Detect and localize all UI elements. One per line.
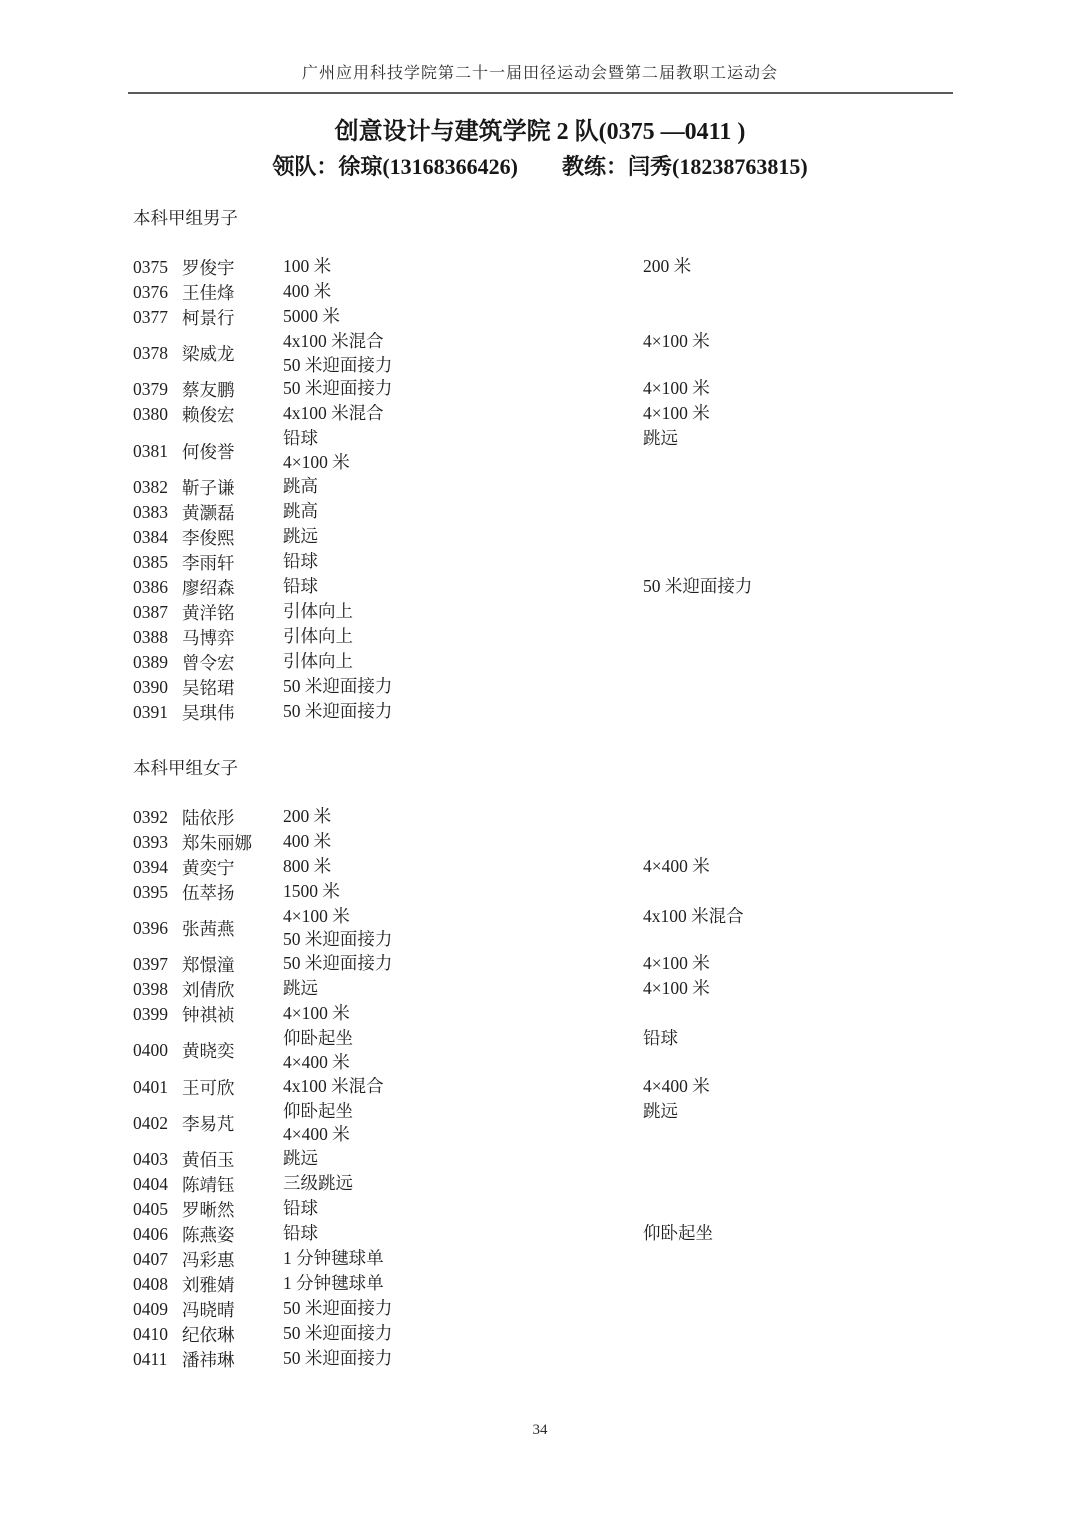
event-label: 铅球 bbox=[283, 1197, 318, 1218]
athlete-name: 郑朱丽娜 bbox=[182, 832, 252, 853]
athlete-name: 吴铭珺 bbox=[182, 677, 235, 698]
athlete-events-primary bbox=[283, 1247, 643, 1272]
athlete-number: 0403 bbox=[133, 1148, 168, 1169]
athlete-events-primary bbox=[283, 650, 643, 675]
athlete-number: 0399 bbox=[133, 1004, 168, 1025]
athlete-events-secondary bbox=[643, 1147, 947, 1172]
athlete-events-secondary bbox=[643, 830, 947, 855]
event-label: 50 米迎面接力 bbox=[283, 1322, 393, 1343]
athlete-events-primary bbox=[283, 330, 643, 377]
athlete-name: 黄晓奕 bbox=[182, 1041, 235, 1062]
athlete-row bbox=[133, 1347, 947, 1372]
event-label: 5000 米 bbox=[283, 306, 340, 326]
event-label: 引体向上 bbox=[283, 625, 353, 646]
athlete-name: 罗晰然 bbox=[182, 1199, 235, 1220]
athlete-number: 0388 bbox=[133, 626, 168, 647]
event-label: 4×100 米 bbox=[643, 403, 710, 424]
athlete-number: 0386 bbox=[133, 576, 168, 597]
event-label: 跳远 bbox=[283, 525, 318, 546]
athlete-number: 0380 bbox=[133, 404, 168, 425]
athlete-events-primary bbox=[283, 675, 643, 700]
athlete-name: 陈靖钰 bbox=[182, 1174, 235, 1195]
event-label: 50 米迎面接力 bbox=[283, 1347, 393, 1368]
athlete-name: 张茜燕 bbox=[182, 918, 235, 939]
athlete-number: 0383 bbox=[133, 501, 168, 522]
athlete-row bbox=[133, 500, 947, 525]
event-label: 4x100 米混合 bbox=[283, 1075, 384, 1096]
athlete-row bbox=[133, 600, 947, 625]
page-number: 34 bbox=[532, 1422, 548, 1438]
athlete-events-secondary bbox=[643, 500, 947, 525]
athlete-name: 蔡友鹏 bbox=[182, 380, 235, 401]
athlete-events-primary bbox=[283, 550, 643, 575]
athlete-events-secondary bbox=[643, 1297, 947, 1322]
athlete-row bbox=[133, 1222, 947, 1247]
team-staff-line bbox=[133, 150, 947, 181]
event-label: 跳远 bbox=[643, 1100, 678, 1121]
athlete-row bbox=[133, 575, 947, 600]
athlete-row bbox=[133, 475, 947, 500]
athlete-events-secondary bbox=[643, 700, 947, 725]
athlete-events-primary bbox=[283, 700, 643, 725]
athlete-name: 马博弈 bbox=[182, 627, 235, 648]
athlete-row bbox=[133, 402, 947, 427]
athlete-number: 0376 bbox=[133, 282, 168, 302]
event-label: 4×400 米 bbox=[283, 1124, 350, 1145]
athlete-row bbox=[133, 1027, 947, 1074]
athlete-number: 0387 bbox=[133, 601, 168, 622]
event-label: 4×100 米 bbox=[643, 378, 710, 399]
athlete-events-secondary bbox=[643, 330, 947, 377]
athlete-row bbox=[133, 855, 947, 880]
athlete-events-secondary bbox=[643, 650, 947, 675]
athlete-number: 0379 bbox=[133, 379, 168, 400]
athlete-events-secondary bbox=[643, 575, 947, 600]
event-label: 铅球 bbox=[643, 1028, 678, 1049]
event-label: 200 米 bbox=[283, 805, 332, 826]
athlete-events-secondary bbox=[643, 402, 947, 427]
athlete-name: 伍萃扬 bbox=[182, 882, 235, 903]
athlete-number: 0395 bbox=[133, 881, 168, 902]
event-label: 引体向上 bbox=[283, 650, 353, 671]
event-label: 400 米 bbox=[283, 281, 332, 301]
event-label: 1 分钟毽球单 bbox=[283, 1247, 384, 1268]
athlete-events-secondary bbox=[643, 805, 947, 830]
athlete-events-secondary bbox=[643, 675, 947, 700]
athlete-events-primary bbox=[283, 625, 643, 650]
athlete-events-secondary bbox=[643, 600, 947, 625]
athlete-row bbox=[133, 905, 947, 952]
event-label: 跳远 bbox=[643, 428, 678, 449]
roster-section bbox=[133, 755, 947, 1372]
athlete-events-primary bbox=[283, 377, 643, 402]
athlete-events-primary bbox=[283, 475, 643, 500]
athlete-row bbox=[133, 805, 947, 830]
athlete-events-primary bbox=[283, 977, 643, 1002]
event-label: 4×100 米 bbox=[283, 1003, 350, 1024]
athlete-events-secondary bbox=[643, 1075, 947, 1100]
athlete-number: 0410 bbox=[133, 1323, 168, 1344]
athlete-number: 0397 bbox=[133, 954, 168, 975]
roster-section bbox=[133, 205, 947, 725]
athlete-row bbox=[133, 700, 947, 725]
athlete-row bbox=[133, 305, 947, 330]
athlete-events-primary bbox=[283, 830, 643, 855]
athlete-events-primary bbox=[283, 305, 643, 330]
event-label: 跳高 bbox=[283, 500, 318, 521]
athlete-row bbox=[133, 1002, 947, 1027]
event-label: 三级跳远 bbox=[283, 1172, 353, 1193]
athlete-events-primary bbox=[283, 1172, 643, 1197]
athlete-name: 钟祺祯 bbox=[182, 1005, 235, 1026]
athlete-name: 李俊熙 bbox=[182, 527, 235, 548]
event-label: 4×400 米 bbox=[283, 1051, 350, 1072]
athlete-number: 0400 bbox=[133, 1040, 168, 1061]
event-label: 跳高 bbox=[283, 475, 318, 496]
athlete-row bbox=[133, 977, 947, 1002]
athlete-number: 0394 bbox=[133, 856, 168, 877]
athlete-events-primary bbox=[283, 280, 643, 305]
athlete-number: 0405 bbox=[133, 1198, 168, 1219]
event-label: 800 米 bbox=[283, 855, 332, 876]
team-leader: 领队：徐琼(13168366426) bbox=[272, 154, 518, 179]
athlete-name: 吴琪伟 bbox=[182, 702, 235, 723]
athlete-name: 潘祎琳 bbox=[182, 1349, 235, 1370]
athlete-number: 0408 bbox=[133, 1273, 168, 1294]
athlete-events-primary bbox=[283, 1075, 643, 1100]
event-label: 铅球 bbox=[283, 428, 318, 449]
section-rows bbox=[133, 805, 947, 1372]
event-label: 4x100 米混合 bbox=[283, 331, 384, 351]
event-label: 4x100 米混合 bbox=[283, 403, 384, 424]
athlete-number: 0402 bbox=[133, 1112, 168, 1133]
athlete-events-primary bbox=[283, 1147, 643, 1172]
event-label: 4×400 米 bbox=[643, 855, 710, 876]
athlete-events-secondary bbox=[643, 952, 947, 977]
athlete-name: 陈燕姿 bbox=[182, 1224, 235, 1245]
athlete-events-secondary bbox=[643, 1002, 947, 1027]
athlete-row bbox=[133, 1197, 947, 1222]
athlete-number: 0390 bbox=[133, 676, 168, 697]
event-label: 1500 米 bbox=[283, 880, 340, 901]
athlete-row bbox=[133, 427, 947, 474]
athlete-name: 陆依彤 bbox=[182, 807, 235, 828]
athlete-events-secondary bbox=[643, 525, 947, 550]
athlete-name: 靳子谦 bbox=[182, 477, 235, 498]
event-label: 4x100 米混合 bbox=[643, 905, 744, 926]
event-label: 引体向上 bbox=[283, 600, 353, 621]
athlete-name: 黄灏磊 bbox=[182, 502, 235, 523]
athlete-name: 李易芃 bbox=[182, 1113, 235, 1134]
event-label: 50 米迎面接力 bbox=[283, 1297, 393, 1318]
athlete-number: 0391 bbox=[133, 701, 168, 722]
header-rule bbox=[128, 92, 953, 94]
athlete-name: 刘倩欣 bbox=[182, 980, 235, 1001]
athlete-events-secondary bbox=[643, 427, 947, 474]
event-label: 铅球 bbox=[283, 575, 318, 596]
section-heading: 本科甲组女子 bbox=[133, 757, 238, 778]
athlete-row bbox=[133, 1172, 947, 1197]
athlete-row bbox=[133, 1272, 947, 1297]
athlete-name: 梁威龙 bbox=[182, 344, 235, 365]
athlete-name: 曾令宏 bbox=[182, 652, 235, 673]
event-label: 200 米 bbox=[643, 256, 692, 276]
athlete-events-primary bbox=[283, 905, 643, 952]
athlete-events-secondary bbox=[643, 880, 947, 905]
athlete-name: 黄洋铭 bbox=[182, 602, 235, 623]
athlete-row bbox=[133, 880, 947, 905]
section-heading: 本科甲组男子 bbox=[133, 208, 238, 228]
athlete-name: 冯彩惠 bbox=[182, 1249, 235, 1270]
athlete-events-primary bbox=[283, 855, 643, 880]
athlete-name: 赖俊宏 bbox=[182, 405, 235, 426]
athlete-name: 何俊誉 bbox=[182, 441, 235, 462]
athlete-number: 0385 bbox=[133, 551, 168, 572]
athlete-row bbox=[133, 1297, 947, 1322]
athlete-row bbox=[133, 377, 947, 402]
event-label: 4×100 米 bbox=[283, 452, 350, 473]
athlete-number: 0393 bbox=[133, 831, 168, 852]
athlete-number: 0384 bbox=[133, 526, 168, 547]
sections bbox=[133, 205, 947, 1372]
athlete-events-secondary bbox=[643, 1247, 947, 1272]
athlete-row bbox=[133, 675, 947, 700]
athlete-events-primary bbox=[283, 1297, 643, 1322]
athlete-row bbox=[133, 550, 947, 575]
athlete-number: 0407 bbox=[133, 1248, 168, 1269]
event-label: 4×100 米 bbox=[283, 905, 350, 926]
page-content bbox=[0, 111, 1080, 1372]
event-label: 50 米迎面接力 bbox=[283, 378, 393, 399]
event-label: 4×400 米 bbox=[643, 1075, 710, 1096]
athlete-row bbox=[133, 1247, 947, 1272]
athlete-name: 李雨轩 bbox=[182, 552, 235, 573]
event-label: 仰卧起坐 bbox=[643, 1222, 713, 1243]
athlete-name: 王佳烽 bbox=[182, 283, 235, 303]
event-label: 50 米迎面接力 bbox=[283, 675, 393, 696]
event-label: 跳远 bbox=[283, 1147, 318, 1168]
event-label: 仰卧起坐 bbox=[283, 1100, 353, 1121]
athlete-events-primary bbox=[283, 1027, 643, 1074]
athlete-name: 刘雅婧 bbox=[182, 1274, 235, 1295]
athlete-number: 0377 bbox=[133, 307, 168, 327]
athlete-events-primary bbox=[283, 1197, 643, 1222]
athlete-events-secondary bbox=[643, 1172, 947, 1197]
athlete-events-secondary bbox=[643, 1222, 947, 1247]
athlete-row bbox=[133, 625, 947, 650]
athlete-row bbox=[133, 330, 947, 377]
athlete-events-primary bbox=[283, 952, 643, 977]
event-label: 100 米 bbox=[283, 256, 332, 276]
athlete-events-primary bbox=[283, 575, 643, 600]
athlete-events-secondary bbox=[643, 550, 947, 575]
athlete-number: 0411 bbox=[133, 1348, 168, 1369]
event-label: 铅球 bbox=[283, 1222, 318, 1243]
athlete-events-primary bbox=[283, 1322, 643, 1347]
athlete-events-secondary bbox=[643, 905, 947, 952]
athlete-number: 0375 bbox=[133, 257, 168, 277]
athlete-number: 0404 bbox=[133, 1173, 168, 1194]
athlete-events-primary bbox=[283, 500, 643, 525]
athlete-number: 0389 bbox=[133, 651, 168, 672]
athlete-events-primary bbox=[283, 805, 643, 830]
athlete-events-secondary bbox=[643, 377, 947, 402]
document-header-title: 广州应用科技学院第二十一届田径运动会暨第二届教职工运动会 bbox=[301, 65, 778, 82]
athlete-events-primary bbox=[283, 1272, 643, 1297]
athlete-number: 0396 bbox=[133, 917, 168, 938]
athlete-events-secondary bbox=[643, 855, 947, 880]
event-label: 1 分钟毽球单 bbox=[283, 1272, 384, 1293]
athlete-events-primary bbox=[283, 402, 643, 427]
athlete-row bbox=[133, 1147, 947, 1172]
event-label: 铅球 bbox=[283, 550, 318, 571]
athlete-name: 王可欣 bbox=[182, 1077, 235, 1098]
athlete-name: 廖绍森 bbox=[182, 577, 235, 598]
athlete-events-secondary bbox=[643, 305, 947, 330]
athlete-events-secondary bbox=[643, 280, 947, 305]
athlete-name: 冯晓晴 bbox=[182, 1299, 235, 1320]
athlete-name: 黄奕宁 bbox=[182, 857, 235, 878]
athlete-events-primary bbox=[283, 255, 643, 280]
event-label: 仰卧起坐 bbox=[283, 1028, 353, 1049]
athlete-row bbox=[133, 255, 947, 280]
athlete-events-primary bbox=[283, 600, 643, 625]
athlete-events-primary bbox=[283, 1100, 643, 1147]
athlete-row bbox=[133, 280, 947, 305]
athlete-events-primary bbox=[283, 880, 643, 905]
athlete-events-secondary bbox=[643, 1027, 947, 1074]
event-label: 50 米迎面接力 bbox=[283, 700, 393, 721]
athlete-events-primary bbox=[283, 427, 643, 474]
team-title: 创意设计与建筑学院 2 队(0375 —0411 ) bbox=[334, 119, 746, 145]
athlete-number: 0401 bbox=[133, 1076, 168, 1097]
athlete-events-secondary bbox=[643, 475, 947, 500]
athlete-number: 0392 bbox=[133, 806, 168, 827]
event-label: 50 米迎面接力 bbox=[283, 354, 393, 375]
event-label: 50 米迎面接力 bbox=[643, 575, 753, 596]
event-label: 50 米迎面接力 bbox=[283, 929, 393, 950]
athlete-row bbox=[133, 650, 947, 675]
athlete-name: 郑憬潼 bbox=[182, 955, 235, 976]
event-label: 4×100 米 bbox=[643, 331, 710, 351]
athlete-row bbox=[133, 1322, 947, 1347]
athlete-events-secondary bbox=[643, 625, 947, 650]
section-rows bbox=[133, 255, 947, 725]
event-label: 400 米 bbox=[283, 830, 332, 851]
athlete-events-secondary bbox=[643, 1322, 947, 1347]
athlete-number: 0406 bbox=[133, 1223, 168, 1244]
athlete-row bbox=[133, 1075, 947, 1100]
athlete-number: 0381 bbox=[133, 440, 168, 461]
athlete-events-primary bbox=[283, 1002, 643, 1027]
event-label: 跳远 bbox=[283, 978, 318, 999]
event-label: 4×100 米 bbox=[643, 978, 710, 999]
athlete-events-secondary bbox=[643, 255, 947, 280]
athlete-number: 0382 bbox=[133, 476, 168, 497]
team-coach: 教练：闫秀(18238763815) bbox=[562, 154, 808, 179]
athlete-name: 柯景行 bbox=[182, 308, 235, 328]
athlete-events-secondary bbox=[643, 977, 947, 1002]
event-label: 50 米迎面接力 bbox=[283, 953, 393, 974]
athlete-row bbox=[133, 525, 947, 550]
athlete-events-primary bbox=[283, 1222, 643, 1247]
athlete-events-primary bbox=[283, 1347, 643, 1372]
athlete-row bbox=[133, 830, 947, 855]
athlete-row bbox=[133, 952, 947, 977]
athlete-number: 0378 bbox=[133, 343, 168, 364]
athlete-events-secondary bbox=[643, 1197, 947, 1222]
athlete-events-secondary bbox=[643, 1347, 947, 1372]
athlete-number: 0409 bbox=[133, 1298, 168, 1319]
athlete-row bbox=[133, 1100, 947, 1147]
athlete-events-secondary bbox=[643, 1100, 947, 1147]
athlete-events-primary bbox=[283, 525, 643, 550]
athlete-events-secondary bbox=[643, 1272, 947, 1297]
athlete-name: 黄佰玉 bbox=[182, 1149, 235, 1170]
athlete-number: 0398 bbox=[133, 979, 168, 1000]
athlete-name: 罗俊宇 bbox=[182, 258, 235, 278]
event-label: 4×100 米 bbox=[643, 953, 710, 974]
athlete-name: 纪依琳 bbox=[182, 1324, 235, 1345]
